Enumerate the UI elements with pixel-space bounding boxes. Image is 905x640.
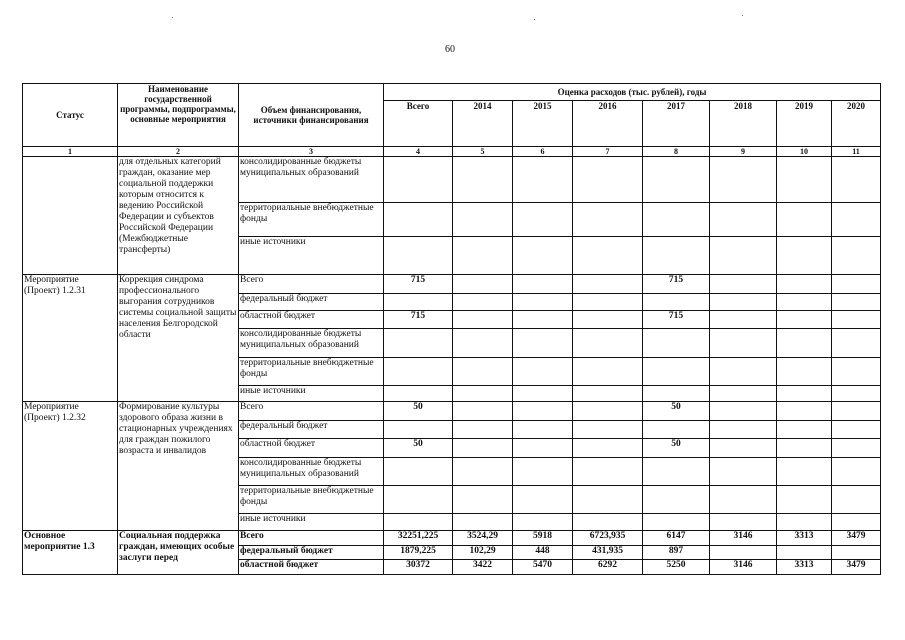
year-cell (573, 486, 643, 514)
total-cell (384, 486, 453, 514)
total-cell: 715 (384, 311, 453, 329)
year-cell (777, 421, 832, 439)
year-cell (710, 358, 777, 386)
total-cell (384, 358, 453, 386)
year-cell (453, 439, 513, 458)
year-cell (777, 294, 832, 311)
year-cell (710, 439, 777, 458)
measure-name: Формирование культуры здорового образа жизни в стационарных учреждениях для граждан пожилого возраста и инвалидов (118, 402, 239, 531)
total-cell: 50 (384, 402, 453, 421)
source-label: федеральный бюджет (239, 421, 384, 439)
year-cell (832, 514, 881, 531)
total-cell: 50 (384, 439, 453, 458)
year-cell (513, 514, 573, 531)
year-cell: 5918 (513, 531, 573, 546)
scan-speck (172, 17, 173, 18)
header-year: 2015 (513, 101, 573, 147)
source-label: областной бюджет (239, 311, 384, 329)
year-cell (573, 439, 643, 458)
year-cell (453, 486, 513, 514)
year-cell: 3146 (710, 560, 777, 575)
header-year: 2016 (573, 101, 643, 147)
year-cell (710, 386, 777, 402)
year-cell (832, 275, 881, 294)
year-cell (453, 386, 513, 402)
year-cell: 431,935 (573, 546, 643, 560)
year-cell (832, 294, 881, 311)
year-cell (832, 421, 881, 439)
status-cell (23, 157, 118, 275)
header-total: Всего (384, 101, 453, 147)
column-number: 7 (573, 147, 643, 157)
year-cell (832, 402, 881, 421)
scan-speck (742, 15, 743, 16)
year-cell: 50 (643, 439, 710, 458)
year-cell: 3313 (777, 560, 832, 575)
header-year: 2019 (777, 101, 832, 147)
year-cell (777, 386, 832, 402)
total-cell (384, 458, 453, 486)
year-cell (643, 458, 710, 486)
source-label: федеральный бюджет (239, 546, 384, 560)
year-cell (573, 421, 643, 439)
column-number: 2 (118, 147, 239, 157)
year-cell (513, 458, 573, 486)
year-cell (513, 386, 573, 402)
year-cell (513, 275, 573, 294)
year-cell (573, 294, 643, 311)
year-cell (453, 421, 513, 439)
year-cell (777, 546, 832, 560)
year-cell (777, 486, 832, 514)
table-row (23, 531, 881, 546)
budget-table (22, 83, 881, 575)
year-cell (643, 358, 710, 386)
total-cell (384, 329, 453, 358)
year-cell: 3313 (777, 531, 832, 546)
status-cell: Мероприятие (Проект) 1.2.31 (23, 275, 118, 402)
year-cell: 448 (513, 546, 573, 560)
year-cell (777, 439, 832, 458)
year-cell (643, 514, 710, 531)
year-cell: 715 (643, 275, 710, 294)
year-cell (573, 402, 643, 421)
status-cell: Основное мероприятие 1.3 (23, 531, 118, 575)
source-label: территориальные внебюджетные фонды (239, 486, 384, 514)
year-cell (777, 275, 832, 294)
year-cell (513, 439, 573, 458)
year-cell (832, 458, 881, 486)
year-cell (832, 486, 881, 514)
column-number: 4 (384, 147, 453, 157)
year-cell (777, 311, 832, 329)
year-cell: 3146 (710, 531, 777, 546)
source-label: областной бюджет (239, 439, 384, 458)
year-cell (453, 358, 513, 386)
column-number: 3 (239, 147, 384, 157)
source-label: Всего (239, 402, 384, 421)
year-cell (453, 458, 513, 486)
year-cell (777, 402, 832, 421)
source-label: территориальные внебюджетные фонды (239, 203, 384, 237)
year-cell (777, 329, 832, 358)
year-cell (573, 386, 643, 402)
measure-block (23, 275, 881, 402)
year-cell (513, 421, 573, 439)
total-cell (384, 421, 453, 439)
column-number: 8 (643, 147, 710, 157)
measure-name: для отдельных категорий граждан, оказание мер социальной поддержки которым относится к ведению Российской Федерации и субъектов Российской Федерации (Межбюджетные трансферты) (118, 157, 239, 275)
header-year: 2018 (710, 101, 777, 147)
year-cell (710, 421, 777, 439)
total-cell: 32251,225 (384, 531, 453, 546)
total-cell: 30372 (384, 560, 453, 575)
year-cell: 6292 (573, 560, 643, 575)
scan-speck (534, 19, 535, 20)
year-cell (513, 358, 573, 386)
year-cell (453, 294, 513, 311)
year-cell: 3479 (832, 560, 881, 575)
year-cell (453, 311, 513, 329)
source-label: территориальные внебюджетные фонды (239, 358, 384, 386)
year-cell (453, 329, 513, 358)
header-status: Статус (23, 84, 118, 147)
year-cell: 6147 (643, 531, 710, 546)
year-cell: 3479 (832, 531, 881, 546)
year-cell (513, 486, 573, 514)
year-cell (832, 386, 881, 402)
header-volume: Объем финансирования, источники финансирования (239, 84, 384, 147)
year-cell: 715 (643, 311, 710, 329)
year-cell (513, 329, 573, 358)
year-cell: 5470 (513, 560, 573, 575)
total-cell: 1879,225 (384, 546, 453, 560)
year-cell (513, 402, 573, 421)
source-label: федеральный бюджет (239, 294, 384, 311)
page-number: 60 (445, 44, 455, 55)
source-label: Всего (239, 531, 384, 546)
year-cell (710, 546, 777, 560)
year-cell (513, 294, 573, 311)
column-number: 5 (453, 147, 513, 157)
total-cell: 715 (384, 275, 453, 294)
header-estimate: Оценка расходов (тыс. рублей), годы (384, 84, 881, 101)
year-cell (832, 358, 881, 386)
year-cell (643, 294, 710, 311)
year-cell (453, 275, 513, 294)
year-cell (710, 514, 777, 531)
year-cell (710, 402, 777, 421)
header-year: 2014 (453, 101, 513, 147)
year-cell (832, 546, 881, 560)
year-cell (643, 386, 710, 402)
year-cell (710, 486, 777, 514)
column-number: 9 (710, 147, 777, 157)
year-cell (573, 458, 643, 486)
source-label: иные источники (239, 514, 384, 531)
year-cell (643, 329, 710, 358)
year-cell (573, 329, 643, 358)
measure-name: Коррекция синдрома профессионального выгорания сотрудников системы социальной защиты населения Белгородской области (118, 275, 239, 402)
source-label: Всего (239, 275, 384, 294)
year-cell (710, 329, 777, 358)
column-number: 11 (832, 147, 881, 157)
year-cell (573, 358, 643, 386)
source-label: иные источники (239, 237, 384, 275)
source-label: консолидированные бюджеты муниципальных образований (239, 157, 384, 203)
year-cell (832, 329, 881, 358)
year-cell (777, 458, 832, 486)
table-row (23, 275, 881, 294)
year-cell (710, 458, 777, 486)
total-cell (384, 294, 453, 311)
year-cell: 897 (643, 546, 710, 560)
year-cell (710, 311, 777, 329)
year-cell (513, 311, 573, 329)
year-cell (832, 439, 881, 458)
year-cell (573, 311, 643, 329)
year-cell (777, 358, 832, 386)
source-label: областной бюджет (239, 560, 384, 575)
year-cell: 3422 (453, 560, 513, 575)
measure-name: Социальная поддержка граждан, имеющих особые заслуги перед (118, 531, 239, 575)
year-cell: 3524,29 (453, 531, 513, 546)
column-number: 10 (777, 147, 832, 157)
year-cell: 50 (643, 402, 710, 421)
year-cell: 5250 (643, 560, 710, 575)
year-cell (643, 486, 710, 514)
year-cell: 6723,935 (573, 531, 643, 546)
year-cell: 102,29 (453, 546, 513, 560)
source-label: консолидированные бюджеты муниципальных образований (239, 329, 384, 358)
column-number: 6 (513, 147, 573, 157)
header-name: Наименование государственной программы, подпрограммы, основные мероприятия (118, 84, 239, 147)
table-row (23, 402, 881, 421)
year-cell (643, 421, 710, 439)
status-cell: Мероприятие (Проект) 1.2.32 (23, 402, 118, 531)
year-cell (453, 402, 513, 421)
measure-block (23, 402, 881, 531)
year-cell (453, 514, 513, 531)
year-cell (710, 294, 777, 311)
year-cell (573, 514, 643, 531)
total-cell (384, 386, 453, 402)
source-label: консолидированные бюджеты муниципальных образований (239, 458, 384, 486)
column-number: 1 (23, 147, 118, 157)
year-cell (832, 311, 881, 329)
year-cell (710, 275, 777, 294)
total-cell (384, 514, 453, 531)
source-label: иные источники (239, 386, 384, 402)
header-year: 2017 (643, 101, 710, 147)
year-cell (777, 514, 832, 531)
header-year: 2020 (832, 101, 881, 147)
measure-block (23, 531, 881, 575)
year-cell (573, 275, 643, 294)
